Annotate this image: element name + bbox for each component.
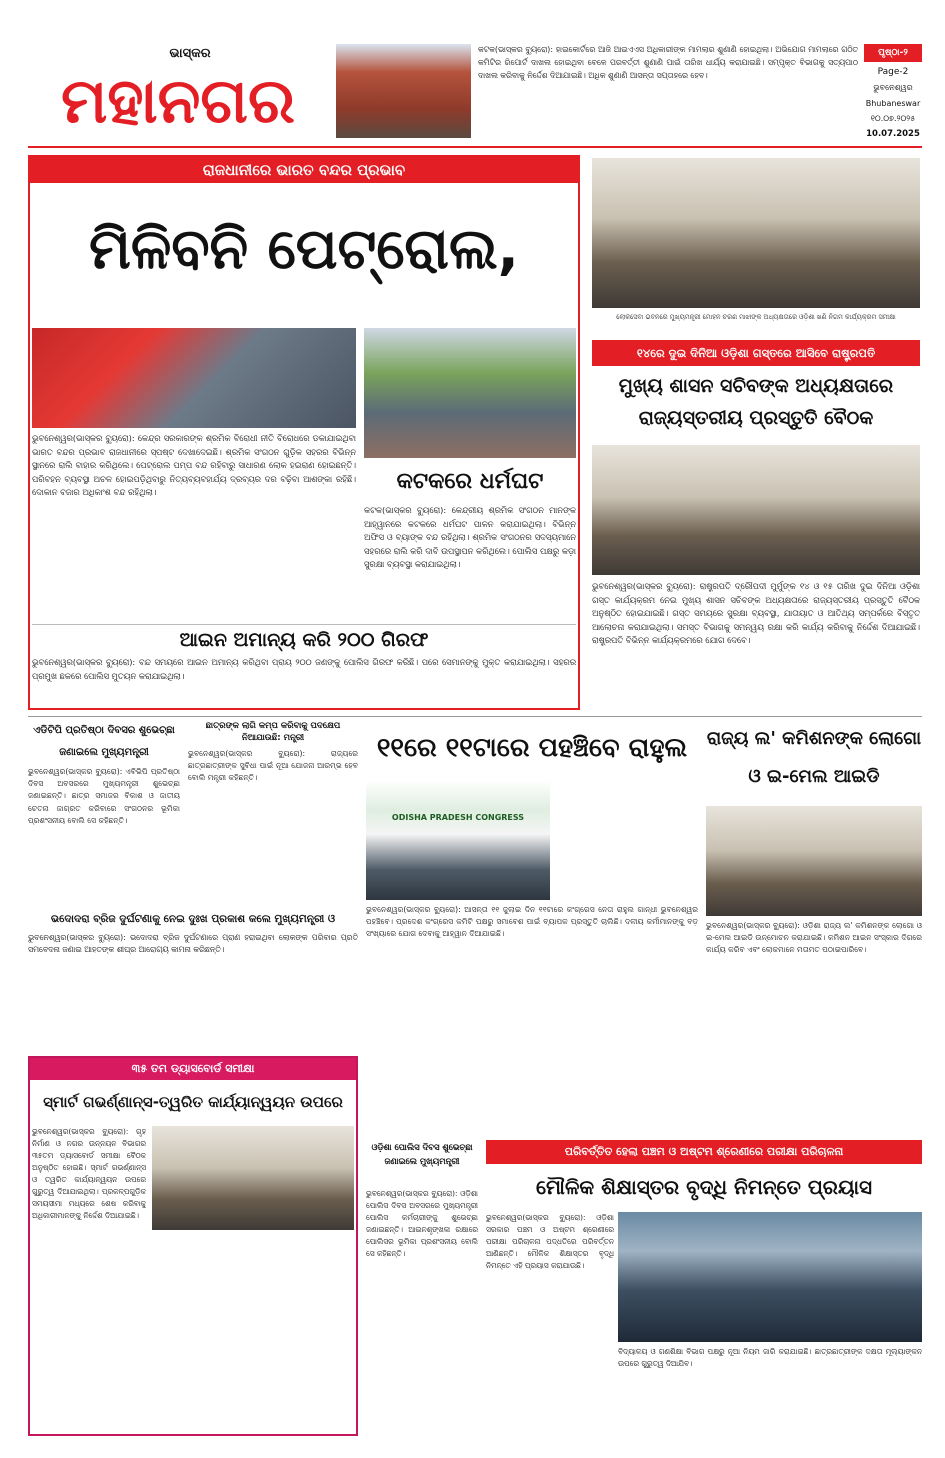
law-head: ରାଜ୍ୟ ଲ' କମିଶନଙ୍କ ଲୋଗୋ ଓ ଇ-ମେଲ ଆଇଡି (706, 728, 922, 787)
brand-small: ଭାସ୍କର (169, 46, 211, 61)
rahul-head: ୧୧ରେ ୧୧ଟାରେ ପହଞ୍ଚିବେ ରାହୁଲ (376, 733, 688, 763)
lead-sub-body: କଟକ(ଭାସ୍କର ବ୍ୟୁରୋ): କେନ୍ଦ୍ରୀୟ ଶ୍ରମିକ ସଂଗଠନ ମାନଙ୍କ ଆହ୍ୱାନରେ କଟକରେ ଧର୍ମଘଟ ପାଳନ କରାଯାଇଥିଲା। ବିଭିନ୍ନ ଅଫିସ ଓ ବ୍ୟାଙ୍କ ବନ୍ଦ ରହିଥିଲା। ଶ୍ରମିକ ସଂଗଠନର ସଦସ୍ୟମାନେ ସହରରେ ରାଲି କରି ଦାବି ଉପସ୍ଥାପନ କରିଥିଲେ। ପୋଲିସ ପକ୍ଷରୁ କଡ଼ା ସୁରକ୍ଷା ବ୍ୟବସ୍ଥା କରାଯାଇଥିଲା। (364, 505, 576, 570)
bottom-body-continued (152, 1234, 354, 1432)
bottom-headline: ସ୍ମାର୍ଟ ଗଭର୍ଣ୍ଣାନ୍ସ-ତ୍ୱରିତ କାର୍ଯ୍ୟାନ୍ୱୟନ ଉପରେ (43, 1093, 343, 1111)
page-number-en: Page-2 (877, 67, 909, 77)
police-body: ଭୁବନେଶ୍ୱର(ଭାସ୍କର ବ୍ୟୁରୋ): ଓଡ଼ିଶା ପୋଲିସ ଦିବସ ଅବସରରେ ମୁଖ୍ୟମନ୍ତ୍ରୀ ପୋଲିସ କର୍ମଚାରୀଙ୍କୁ ଶୁଭେଚ୍ଛା ଜଣାଇଛନ୍ତି। ଆଇନଶୃଙ୍ଖଳା ରକ୍ଷାରେ ପୋଲିସର ଭୂମିକା ପ୍ରଶଂସନୀୟ ବୋଲି ସେ କହିଛନ୍ତି। (366, 1189, 478, 1258)
right-top-meeting-photo (592, 445, 920, 575)
edu-body-1: ଭୁବନେଶ୍ୱର(ଭାସ୍କର ବ୍ୟୁରୋ): ଓଡ଼ିଶା ସରକାର ପଞ୍ଚମ ଓ ଅଷ୍ଟମ ଶ୍ରେଣୀରେ ପରୀକ୍ଷା ପରିଚାଳନା ପଦ୍ଧତିରେ ପରିବର୍ତ୍ତନ ଆଣିଛନ୍ତି। ମୌଳିକ ଶିକ୍ଷାସ୍ତର ବୃଦ୍ଧି ନିମନ୍ତେ ଏହି ପ୍ରୟାସ କରାଯାଉଛି। (486, 1213, 614, 1270)
rahul-photo-banner: ODISHA PRADESH CONGRESS (391, 813, 525, 822)
lead-kicker: ରାଜଧାନୀରେ ଭାରତ ବନ୍ଦର ପ୍ରଭାବ (30, 157, 578, 183)
lead-headline: ମିଳିବନି ପେଟ୍ରୋଲ, (89, 217, 519, 282)
law-body: ଭୁବନେଶ୍ୱର(ଭାସ୍କର ବ୍ୟୁରୋ): ଓଡ଼ିଶା ରାଜ୍ୟ ଲ' କମିଶନଙ୍କ ଲୋଗୋ ଓ ଇ-ମେଲ ଆଇଡି ଉନ୍ମୋଚନ କରାଯାଇଛି। କମିଶନ ଆଇନ ସଂସ୍କାର ଦିଗରେ କାର୍ଯ୍ୟ କରିବ ଏବଂ ଲୋକମାନେ ମତାମତ ପଠାଇପାରିବେ। (706, 921, 922, 955)
lead-photo-street (364, 328, 576, 458)
right-top-headline: ମୁଖ୍ୟ ଶାସନ ସଚିବଙ୍କ ଅଧ୍ୟକ୍ଷତାରେ ରାଜ୍ୟସ୍ତରୀୟ ପ୍ରସ୍ତୁତି ବୈଠକ (618, 375, 894, 429)
lead-box-body: ଭୁବନେଶ୍ୱର(ଭାସ୍କର ବ୍ୟୁରୋ): ବନ୍ଦ ସମୟରେ ଆଇନ ଅମାନ୍ୟ କରିଥିବା ପ୍ରାୟ ୨୦୦ ଜଣଙ୍କୁ ପୋଲିସ ଗିରଫ କରିଛି। ପରେ ସେମାନଙ୍କୁ ମୁକ୍ତ କରାଯାଇଥିଲା। ସହରର ପ୍ରମୁଖ ଛକରେ ପୋଲିସ ମୁତୟନ କରାଯାଇଥିଲା। (32, 657, 576, 681)
masthead-title: ମହାନଗର (61, 64, 295, 137)
rahul-body: ଭୁବନେଶ୍ୱର(ଭାସ୍କର ବ୍ୟୁରୋ): ଆସନ୍ତା ୧୧ ଜୁଲାଇ ଦିନ ୧୧ଟାରେ କଂଗ୍ରେସ ନେତା ରାହୁଲ ଗାନ୍ଧୀ ଭୁବନେଶ୍ୱର ପହଞ୍ଚିବେ। ପ୍ରଦେଶ କଂଗ୍ରେସ କମିଟି ପକ୍ଷରୁ ସମାବେଶ ପାଇଁ ବ୍ୟାପକ ପ୍ରସ୍ତୁତି ଚାଲିଛି। ଦଳୀୟ କର୍ମୀମାନଙ୍କୁ ବଡ଼ ସଂଖ୍ୟାରେ ଯୋଗ ଦେବାକୁ ଆହ୍ୱାନ ଦିଆଯାଇଛି। (366, 905, 698, 939)
police-head: ଓଡ଼ିଶା ପୋଲିସ ଦିବସ ଶୁଭେଚ୍ଛା ଜଣାଇଲେ ମୁଖ୍ୟମନ୍ତ୍ରୀ (371, 1142, 473, 1166)
brief3-body: ଭୁବନେଶ୍ୱର(ଭାସ୍କର ବ୍ୟୁରୋ): ଭଦୋଦରା ବ୍ରିଜ ଦୁର୍ଘଟଣାରେ ପ୍ରାଣ ହରାଇଥିବା ଲୋକଙ୍କ ପରିବାର ପ୍ରତି ସମବେଦନା ଜଣାଇ ଆହତଙ୍କ ଶୀଘ୍ର ଆରୋଗ୍ୟ କାମନା କରିଛନ୍ତି। (28, 933, 358, 955)
city-en: Bhubaneswar (865, 99, 921, 108)
brief2-body: ଭୁବନେଶ୍ୱର(ଭାସ୍କର ବ୍ୟୁରୋ): ରାଜ୍ୟରେ ଛାତ୍ରଛାତ୍ରୀଙ୍କ ସୁବିଧା ପାଇଁ ନୂଆ ଯୋଜନା ଆରମ୍ଭ ହେବ ବୋଲି ମନ୍ତ୍ରୀ କହିଛନ୍ତି। (188, 749, 358, 783)
masthead-top-story: କଟକ(ଭାସ୍କର ବ୍ୟୁରୋ): ହାଇକୋର୍ଟରେ ଆଜି ଆଇଏଏସ ଅଧିକାରୀଙ୍କ ମାମଲାର ଶୁଣାଣି ହୋଇଥିଲା। ଅଭିଯୋଗ ମାମଲାରେ ଗଠିତ କମିଟିର ରିପୋର୍ଟ ଦାଖଲ ହୋଇଥିବା ବେଳେ ପରବର୍ତ୍ତୀ ଶୁଣାଣି ପାଇଁ ତାରିଖ ଧାର୍ଯ୍ୟ କରାଯାଇଛି। ସମ୍ପୃକ୍ତ ବିଭାଗକୁ ସତ୍ୟପାଠ ଦାଖଲ କରିବାକୁ ନିର୍ଦ୍ଦେଶ ଦିଆଯାଇଛି। ଅଧିକ ଶୁଣାଣି ଆସନ୍ତା ସପ୍ତାହରେ ହେବ। (478, 45, 858, 80)
lead-photo-rally (32, 328, 356, 428)
brief1-body: ଭୁବନେଶ୍ୱର(ଭାସ୍କର ବ୍ୟୁରୋ): ଏବିଭିପି ପ୍ରତିଷ୍ଠା ଦିବସ ଅବସରରେ ମୁଖ୍ୟମନ୍ତ୍ରୀ ଶୁଭେଚ୍ଛା ଜଣାଇଛନ୍ତି। ଛାତ୍ର ସମାଜର ବିକାଶ ଓ ଜାତୀୟ ଚେତନା ଜାଗ୍ରତ କରିବାରେ ସଂଗଠନର ଭୂମିକା ପ୍ରଶଂସନୀୟ ବୋଲି ସେ କହିଛନ୍ତି। (28, 767, 180, 825)
brief1-head: ଏଡିଟିପି ପ୍ରତିଷ୍ଠା ଦିବସର ଶୁଭେଚ୍ଛା ଜଣାଇଲେ ମୁଖ୍ୟମନ୍ତ୍ରୀ (33, 725, 175, 758)
masthead (28, 44, 328, 142)
bottom-photo (152, 1126, 354, 1230)
edu-body-2: ବିଦ୍ୟାଳୟ ଓ ଗଣଶିକ୍ଷା ବିଭାଗ ପକ୍ଷରୁ ନୂଆ ନିୟମ ଜାରି କରାଯାଇଛି। ଛାତ୍ରଛାତ୍ରୀଙ୍କ ଦକ୍ଷତା ମୂଲ୍ୟାଙ୍କନ ଉପରେ ଗୁରୁତ୍ୱ ଦିଆଯିବ। (618, 1347, 922, 1368)
bottom-body: ଭୁବନେଶ୍ୱର(ଭାସ୍କର ବ୍ୟୁରୋ): ଗୃହ ନିର୍ମାଣ ଓ ନଗର ଉନ୍ନୟନ ବିଭାଗର ୩୫ତମ ଡ୍ୟାସବୋର୍ଡ ସମୀକ୍ଷା ବୈଠକ ଅନୁଷ୍ଠିତ ହୋଇଛି। ସ୍ମାର୍ଟ ଗଭର୍ଣ୍ଣାନ୍ସ ଓ ତ୍ୱରିତ କାର୍ଯ୍ୟାନ୍ୱୟନ ଉପରେ ଗୁରୁତ୍ୱ ଦିଆଯାଇଥିଲା। ପ୍ରକଳ୍ପଗୁଡ଼ିକ ସମୟସୀମା ମଧ୍ୟରେ ଶେଷ କରିବାକୁ ଅଧିକାରୀମାନଙ୍କୁ ନିର୍ଦ୍ଦେଶ ଦିଆଯାଇଛି। (32, 1127, 146, 1220)
lead-sub-head: କଟକରେ ଧର୍ମଘଟ (396, 469, 544, 494)
date-or: ୧୦.୦୭.୨୦୨୫ (870, 114, 916, 123)
edu-kicker: ପରିବର୍ତ୍ତିତ ହେଲା ପଞ୍ଚମ ଓ ଅଷ୍ଟମ ଶ୍ରେଣୀରେ ପରୀକ୍ଷା ପରିଚାଳନା (486, 1140, 922, 1164)
mid-rule (28, 716, 922, 717)
right-top-body: ଭୁବନେଶ୍ୱର(ଭାସ୍କର ବ୍ୟୁରୋ): ରାଷ୍ଟ୍ରପତି ଦ୍ରୌପଦୀ ମୁର୍ମୁଙ୍କ ୧୪ ଓ ୧୫ ତାରିଖ ଦୁଇ ଦିନିଆ ଓଡ଼ିଶା ଗସ୍ତ କାର୍ଯ୍ୟକ୍ରମ ନେଇ ମୁଖ୍ୟ ଶାସନ ସଚିବଙ୍କ ଅଧ୍ୟକ୍ଷତାରେ ରାଜ୍ୟସ୍ତରୀୟ ପ୍ରସ୍ତୁତି ବୈଠକ ଅନୁଷ୍ଠିତ ହୋଇଯାଇଛି। ଗସ୍ତ ସମୟରେ ସୁରକ୍ଷା ବ୍ୟବସ୍ଥା, ଯାତାୟାତ ଓ ଆତିଥ୍ୟ ସମ୍ପର୍କରେ ବିସ୍ତୃତ ଆଲୋଚନା କରାଯାଇଥିଲା। ସମସ୍ତ ବିଭାଗକୁ ସମନ୍ୱୟ ରକ୍ଷା କରି କାର୍ଯ୍ୟ କରିବାକୁ ନିର୍ଦ୍ଦେଶ ଦିଆଯାଇଛି। ରାଷ୍ଟ୍ରପତି ବିଭିନ୍ନ କାର୍ଯ୍ୟକ୍ରମରେ ଯୋଗ ଦେବେ। (592, 581, 920, 646)
brief2-head: ଛାତ୍ରଙ୍କ ଲାଗି କମ୍ପ କରିବାକୁ ପଦକ୍ଷେପ ନିଆଯାଉଛି: ମନ୍ତ୍ରୀ (205, 721, 341, 743)
brief3-head: ଭଦୋଦରା ବ୍ରିଜ ଦୁର୍ଘଟଣାକୁ ନେଇ ଦୁଃଖ ପ୍ରକାଶ କଲେ ମୁଖ୍ୟମନ୍ତ୍ରୀ ଓ (50, 913, 336, 925)
page-number-or: ପୃଷ୍ଠା-୨ (864, 44, 922, 62)
lead-box-head: ଆଇନ ଅମାନ୍ୟ କରି ୨୦୦ ଗିରଫ (32, 624, 576, 654)
page-info-box (864, 44, 922, 142)
right-top-kicker: ୧୪ରେ ଦୁଇ ଦିନିଆ ଓଡ଼ିଶା ଗସ୍ତରେ ଆସିବେ ରାଷ୍ଟ୍ରପତି (592, 340, 920, 366)
law-photo (706, 806, 922, 916)
date-en: 10.07.2025 (866, 129, 920, 139)
rahul-photo (366, 780, 550, 900)
right-top-photo (592, 158, 920, 308)
edu-photo (618, 1212, 922, 1342)
bottom-kicker: ୩୫ ତମ ଡ୍ୟାସବୋର୍ଡ ସମୀକ୍ଷା (30, 1058, 356, 1080)
lead-body: ଭୁବନେଶ୍ୱର(ଭାସ୍କର ବ୍ୟୁରୋ): କେନ୍ଦ୍ର ସରକାରଙ୍କ ଶ୍ରମିକ ବିରୋଧୀ ନୀତି ବିରୋଧରେ ଡକାଯାଇଥିବା ଭାରତ ବନ୍ଦର ପ୍ରଭାବ ରାଜଧାନୀରେ ସ୍ପଷ୍ଟ ଦେଖାଦେଇଛି। ଶ୍ରମିକ ସଂଗଠନ ଗୁଡ଼ିକ ସହରର ବିଭିନ୍ନ ସ୍ଥାନରେ ରାଲି ବାହାର କରିଥିଲେ। ପେଟ୍ରୋଲ ପମ୍ପ ବନ୍ଦ ରହିବାରୁ ସାଧାରଣ ଲୋକ ହଇରାଣ ହୋଇଛନ୍ତି। ପରିବହନ ବ୍ୟବସ୍ଥା ଅଚଳ ହୋଇପଡ଼ିଥିବାରୁ ନିତ୍ୟବ୍ୟବହାର୍ଯ୍ୟ ଦ୍ରବ୍ୟର ଦର ବଢ଼ିବା ଆଶଙ୍କା ରହିଛି। ଦୋକାନ ବଜାର ଅଧିକାଂଶ ବନ୍ଦ ରହିଥିଲା। (32, 433, 356, 498)
masthead-rule (28, 146, 922, 148)
edu-headline: ମୌଳିକ ଶିକ୍ଷାସ୍ତର ବୃଦ୍ଧି ନିମନ୍ତେ ପ୍ରୟାସ (535, 1175, 873, 1199)
masthead-photo (336, 44, 471, 138)
right-top-caption: ଲୋକସେବା ଭବନରେ ମୁଖ୍ୟମନ୍ତ୍ରୀ ମୋହନ ଚରଣ ମାଝୀଙ୍କ ଅଧ୍ୟକ୍ଷତାରେ ଓଡ଼ିଶା ଖଣି ନିଗମ କାର୍ଯ୍ୟକ୍ରମ ସମୀକ୍ଷା (616, 313, 896, 321)
city-or: ଭୁବନେଶ୍ୱର (873, 83, 913, 92)
